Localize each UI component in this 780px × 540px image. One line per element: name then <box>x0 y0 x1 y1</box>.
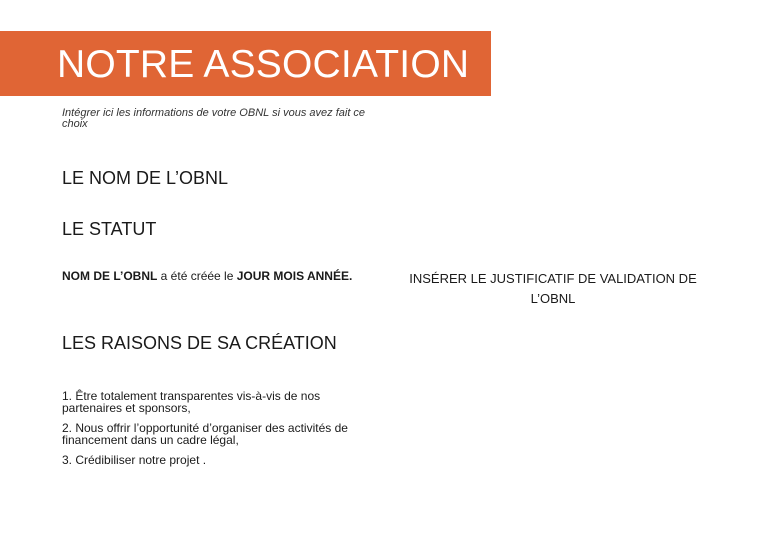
statement-text: a été créée le <box>157 269 237 283</box>
reason-item-2: 2. Nous offrir l’opportunité d’organiser des activités de financement dans un cadre légal, <box>62 421 348 447</box>
page-title: NOTRE ASSOCIATION <box>57 43 470 86</box>
reason-item-1: 1. Être totalement transparentes vis-à-vis de nos partenaires et sponsors, <box>62 389 321 415</box>
creation-statement <box>62 270 362 282</box>
status-heading: LE STATUT <box>62 219 157 239</box>
org-name-placeholder: NOM DE L’OBNL <box>62 269 158 283</box>
name-heading: LE NOM DE L’OBNL <box>62 168 229 188</box>
justification-placeholder: INSÉRER LE JUSTIFICATIF DE VALIDATION DE L’OBNL <box>409 271 697 306</box>
date-placeholder: JOUR MOIS ANNÉE. <box>236 269 353 283</box>
reasons-heading: LES RAISONS DE SA CRÉATION <box>62 333 337 353</box>
reasons-list <box>62 390 372 474</box>
reason-item-3: 3. Crédibiliser notre projet . <box>62 453 207 467</box>
instruction-note: Intégrer ici les informations de votre OBNL si vous avez fait ce choix <box>62 107 366 130</box>
